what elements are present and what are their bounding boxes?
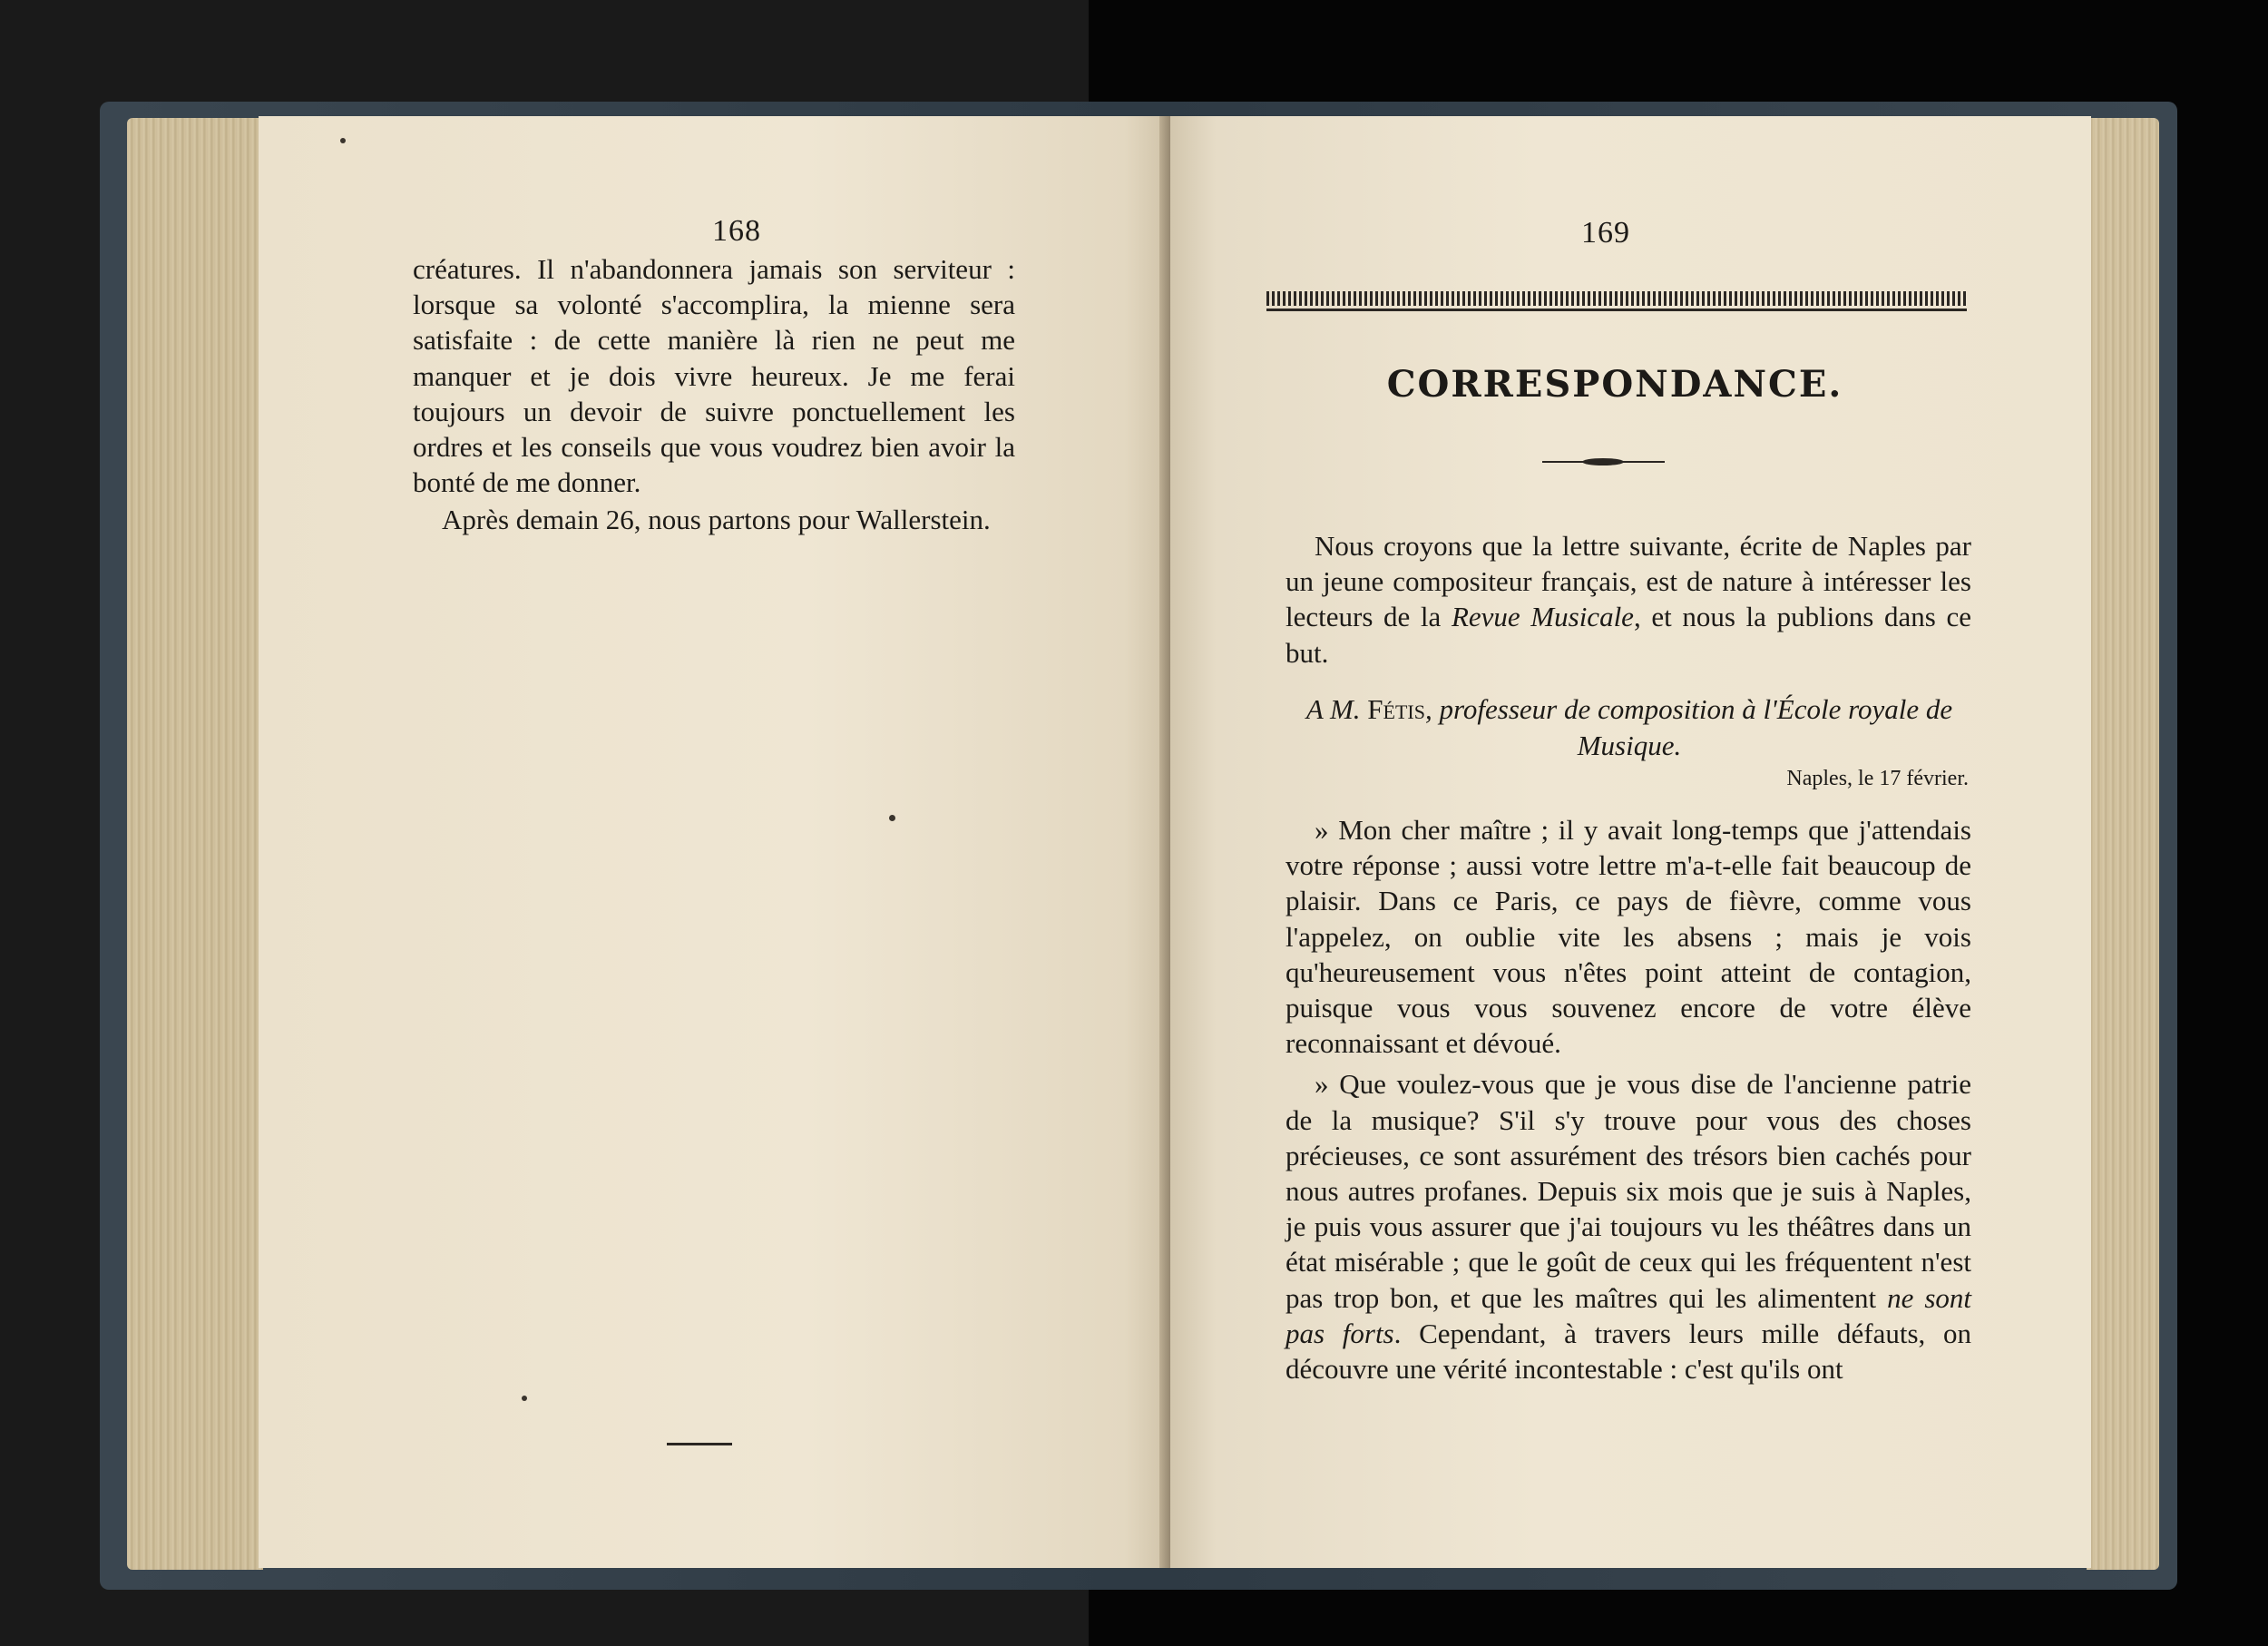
left-page xyxy=(259,116,1170,1568)
intro-paragraph xyxy=(1286,528,1971,671)
letter-paragraph xyxy=(1286,1066,1971,1386)
ink-speck xyxy=(522,1396,527,1401)
letter-text: » Que voulez-vous que je vous dise de l'ancienne patrie de la musique? S'il s'y trouve pour vous des choses précieuses, ce sont assurément des trésors bien cachés pour nous autres profanes. Depuis six mois que je suis à Naples, je puis vous assurer que j'ai toujours vu les théâtres dans un état misérable ; que le goût de ceux qui les fréquentent n'est pas trop bon, et que les maîtres qui les alimentent xyxy=(1286,1068,1971,1314)
ornamental-band xyxy=(1266,309,1967,311)
address-prefix: A M. xyxy=(1305,693,1361,725)
page-number: 168 xyxy=(712,214,761,248)
letter-address xyxy=(1288,691,1970,764)
intro-text: Nous croyons que la lettre suivante, écrite de Naples par un jeune compositeur français, est de nature à intéresser les lecteurs de la xyxy=(1286,530,1971,633)
section-heading: CORRESPONDANCE. xyxy=(1386,363,1843,406)
address-rest: , professeur de composition à l'École royale de Musique. xyxy=(1424,693,1953,761)
section-rule xyxy=(667,1443,732,1445)
page-edge-left xyxy=(127,118,263,1570)
heading-ornament-rule xyxy=(1582,458,1624,465)
page-number: 169 xyxy=(1581,216,1630,250)
letter-dateline: Naples, le 17 février. xyxy=(1786,767,1969,790)
page-edge-right xyxy=(2087,118,2159,1570)
right-page xyxy=(1170,116,2091,1568)
ink-speck xyxy=(340,138,346,143)
left-page-text xyxy=(413,251,1015,538)
ornamental-band xyxy=(1266,291,1967,306)
intro-text: , et nous la publions dans ce but. xyxy=(1286,601,1971,669)
ink-speck xyxy=(889,815,895,821)
bleed-through-texture xyxy=(395,425,984,1287)
letter-body xyxy=(1286,812,1971,1386)
journal-title: Revue Musicale xyxy=(1451,601,1634,633)
paragraph: Après demain 26, nous partons pour Wallerstein. xyxy=(442,504,991,536)
emphasized-text: ne sont pas forts xyxy=(1286,1281,1971,1349)
paragraph: créatures. Il n'abandonnera jamais son serviteur : lorsque sa volonté s'accomplira, la mienne sera satisfaite : de cette manière là rien ne peut me manquer et je dois vivre heureux. Je me ferai toujours un devoir de suivre ponctuellement les ordres et les conseils que vous voudrez bien avoir la bonté de me donner. xyxy=(413,253,1015,499)
address-name: Fétis xyxy=(1367,693,1425,725)
letter-text: . Cependant, à travers leurs mille défauts, on découvre une vérité incontestable : c'est qu'ils ont xyxy=(1286,1317,1971,1386)
letter-paragraph: » Mon cher maître ; il y avait long-temps que j'attendais votre réponse ; aussi votre lettre m'a-t-elle fait beaucoup de plaisir. Dans ce Paris, ce pays de fièvre, comme vous l'appelez, on oublie vite les absens ; mais je vois qu'heureusement vous n'êtes point atteint de contagion, puisque vous vous souvenez encore de votre élève reconnaissant et dévoué. xyxy=(1286,814,1971,1060)
